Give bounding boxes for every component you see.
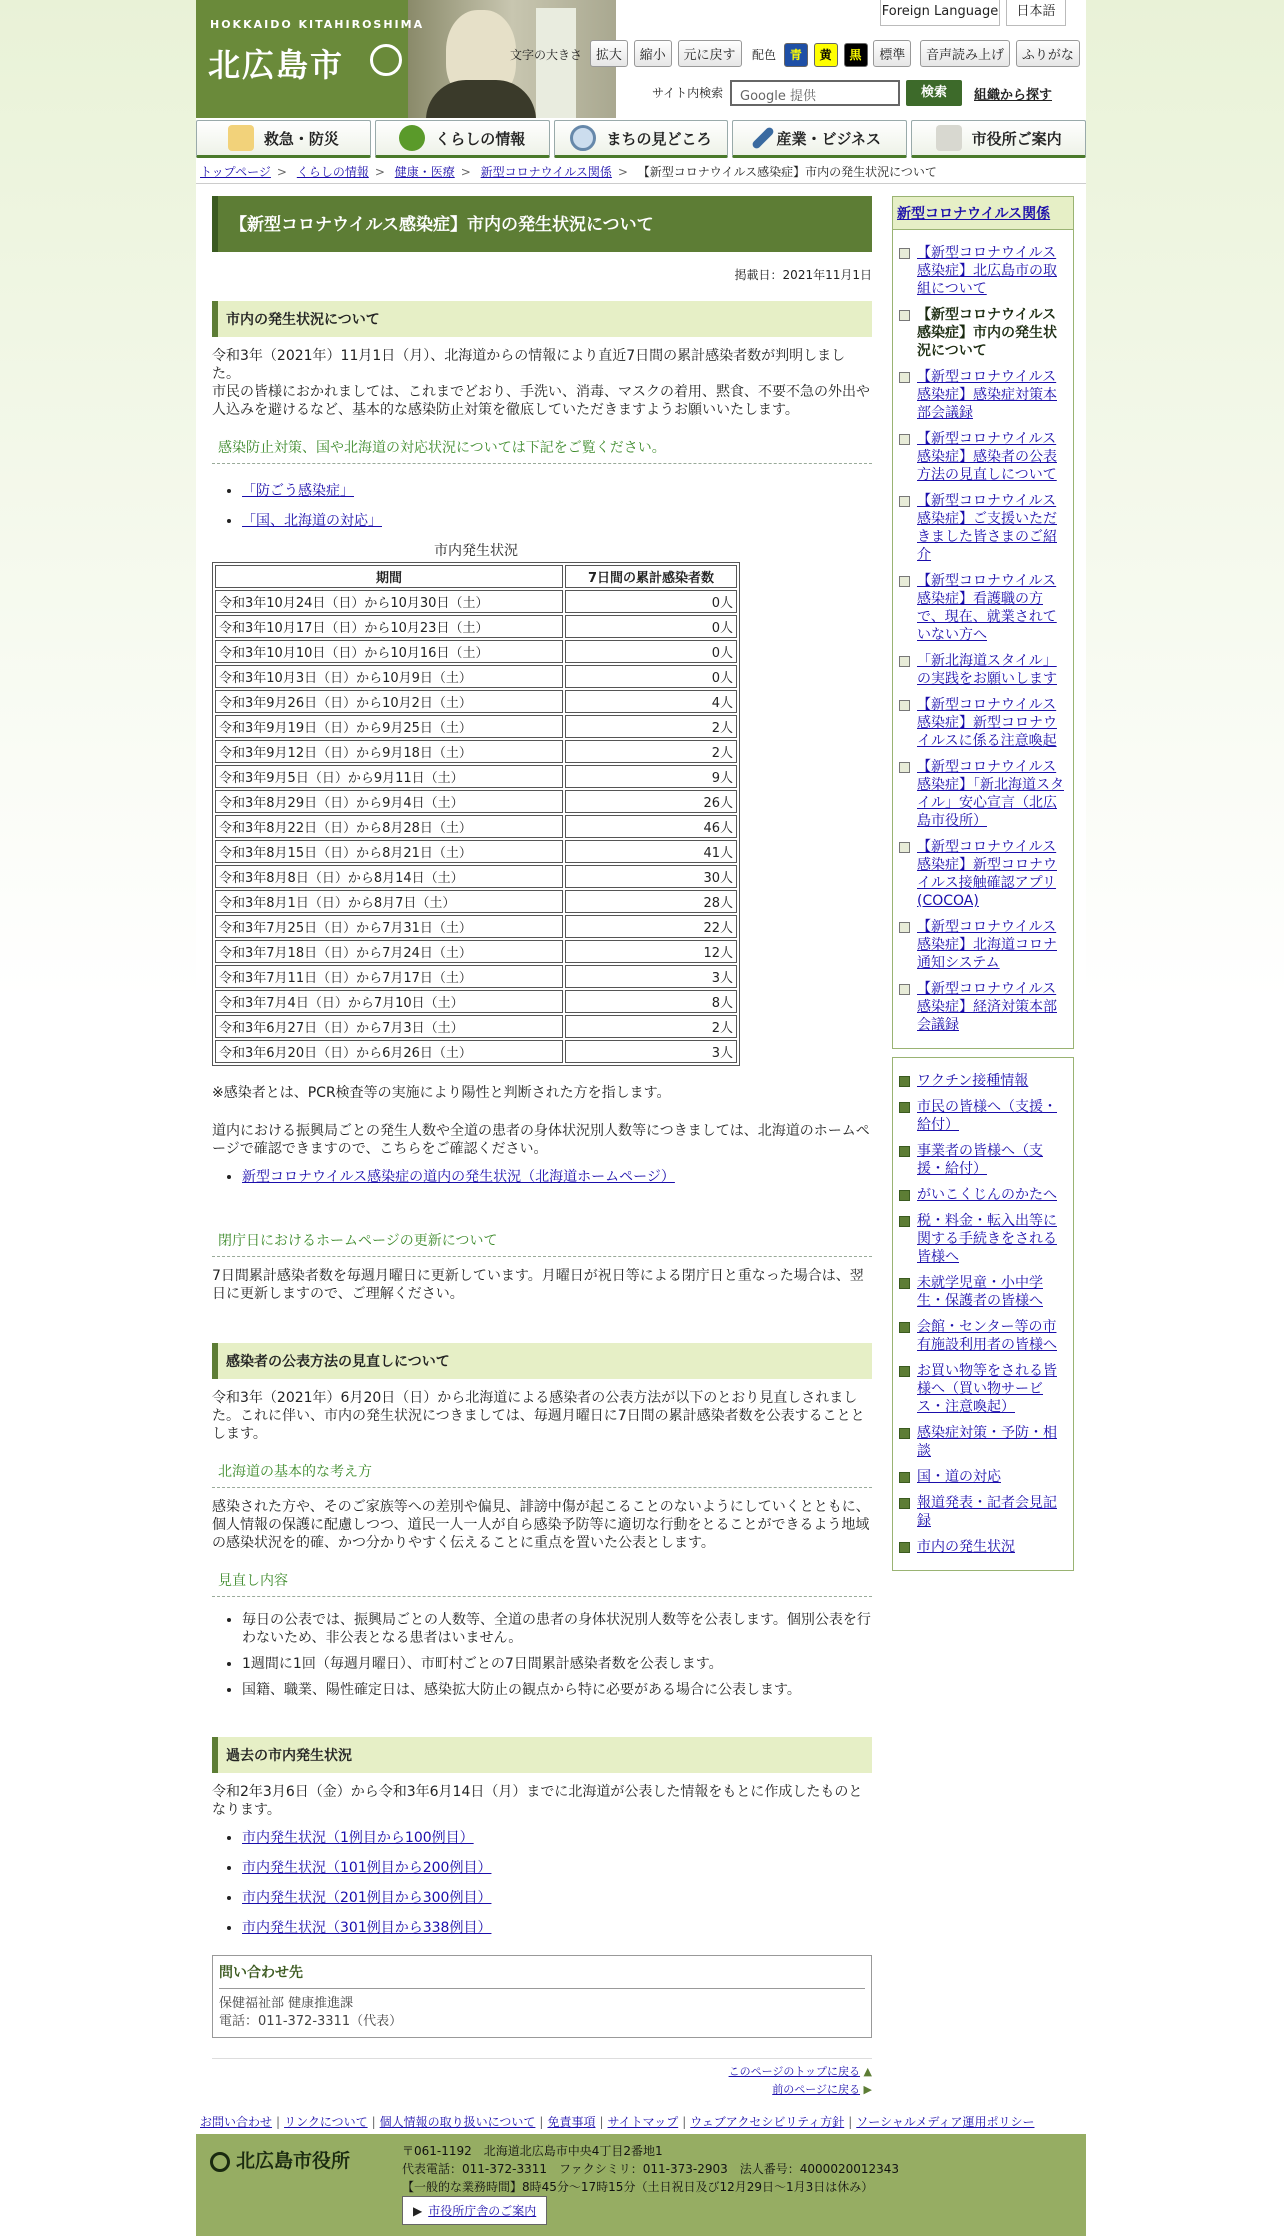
- building-guide-button[interactable]: [402, 2196, 547, 2225]
- list-bullet-icon: [899, 496, 910, 507]
- table-row: [215, 1040, 737, 1063]
- list-item: • 毎日の公表では、振興局ごとの人数等、全道の患者の身体状況別人数等を公表します。個別公表を行わないため、非公表となる患者はいません。: [242, 1611, 872, 1647]
- footer-address: 〒061-1192 北海道北広島市中央4丁目2番地1: [402, 2144, 663, 2158]
- hokkaido-status-link[interactable]: 新型コロナウイルス感染症の道内の発生状況（北海道ホームページ）: [242, 1169, 675, 1185]
- count-cell: 0人: [565, 640, 737, 663]
- breadcrumb-separator: >: [617, 165, 628, 179]
- footer-link-separator: |: [371, 2115, 376, 2129]
- list-bullet-icon: [899, 1428, 910, 1439]
- list-item: [242, 1166, 872, 1186]
- period-cell: 令和3年7月4日（日）から7月10日（土）: [215, 990, 563, 1013]
- sidebar-topics-box: [892, 1057, 1074, 1571]
- footer-org-name: [210, 2146, 350, 2173]
- period-cell: 令和3年9月19日（日）から9月25日（土）: [215, 715, 563, 738]
- city-emblem-icon: [370, 44, 402, 76]
- shrink-button[interactable]: 縮小: [634, 40, 672, 67]
- sidebar-item-link[interactable]: 事業者の皆様へ（支援・給付）: [917, 1143, 1043, 1177]
- sidebar-item: [899, 696, 1067, 750]
- list-bullet-icon: [899, 1146, 910, 1157]
- count-cell: 28人: [565, 890, 737, 913]
- site-header: [196, 0, 1086, 118]
- color-standard-button[interactable]: 標準: [873, 40, 911, 67]
- sidebar-item-link[interactable]: 【新型コロナウイルス感染症】看護職の方で、現在、就業されていない方へ: [917, 573, 1057, 643]
- subheading: 北海道の基本的な考え方: [212, 1455, 872, 1488]
- count-cell: 46人: [565, 815, 737, 838]
- period-cell: 令和3年8月22日（日）から8月28日（土）: [215, 815, 563, 838]
- note: ※感染者とは、PCR検査等の実施により陽性と判断された方を指します。: [212, 1085, 671, 1101]
- page-title: 【新型コロナウイルス感染症】市内の発生状況について: [212, 196, 872, 252]
- contact-details: [219, 1995, 865, 2031]
- list-bullet-icon: [899, 248, 910, 259]
- subheading: 見直し内容: [212, 1564, 872, 1597]
- ambulance-icon: [228, 125, 254, 151]
- sidebar-item: [899, 1318, 1067, 1354]
- japanese-language-link[interactable]: 日本語: [1006, 0, 1066, 26]
- back-link[interactable]: 前のページに戻る: [772, 2083, 861, 2096]
- sidebar-item: [899, 1274, 1067, 1310]
- arrow-up-icon: ▲: [863, 2065, 872, 2078]
- sidebar-item: [899, 1494, 1067, 1530]
- foreign-language-link[interactable]: Foreign Language: [880, 0, 1000, 26]
- breadcrumb-living[interactable]: くらしの情報: [296, 165, 369, 179]
- footer-info: [402, 2142, 899, 2196]
- paragraph: 感染された方や、そのご家族等への差別や偏見、誹謗中傷が起こることのないようにしていくとともに、個人情報の保護に配慮しつつ、道民一人一人が自ら感染予防等に適切な行動をとることができるよう地域の感染状況を的確、かつ分かりやすく伝えることに重点を置いた公表とします。: [212, 1499, 870, 1551]
- table-row: [215, 740, 737, 763]
- count-cell: 2人: [565, 715, 737, 738]
- table-row: [215, 890, 737, 913]
- sidebar-item-link[interactable]: 「新北海道スタイル」の実践をお願いします: [917, 653, 1057, 687]
- paragraph: 令和2年3月6日（金）から令和3年6月14日（月）までに北海道が公表した情報をもとに作成したものとなります。: [212, 1784, 863, 1818]
- city-emblem-icon: [210, 2152, 230, 2172]
- footer-link-separator: |: [276, 2115, 281, 2129]
- paragraph-line: 令和3年（2021年）11月1日（月）、北海道からの情報により直近7日間の累計感染者数が判明しました。: [212, 348, 846, 382]
- sidebar-item-link[interactable]: 【新型コロナウイルス感染症】北広島市の取組について: [917, 245, 1057, 297]
- list-bullet-icon: [899, 1366, 910, 1377]
- main-content: [212, 196, 872, 2099]
- nav-label: まちの見どころ: [606, 129, 712, 148]
- search-button[interactable]: [906, 80, 962, 106]
- section-heading: 市内の発生状況について: [212, 301, 872, 337]
- list-bullet-icon: [899, 1102, 910, 1113]
- count-cell: 8人: [565, 990, 737, 1013]
- sidebar-heading: [893, 197, 1073, 230]
- paragraph: [212, 347, 872, 419]
- page-wrapper: [196, 0, 1086, 2236]
- sidebar-item-link[interactable]: がいこくじんのかたへ: [917, 1187, 1057, 1203]
- period-cell: 令和3年9月5日（日）から9月11日（土）: [215, 765, 563, 788]
- sidebar-item-link[interactable]: お買い物等をされる皆様へ（買い物サービス・注意喚起）: [917, 1363, 1057, 1415]
- sidebar-item: [899, 368, 1067, 422]
- footer-link[interactable]: お問い合わせ: [200, 2115, 273, 2129]
- cases-table-body: [215, 590, 737, 1063]
- city-name-ja: 北広島市: [208, 46, 345, 84]
- count-cell: 4人: [565, 690, 737, 713]
- breadcrumb-health[interactable]: 健康・医療: [394, 165, 455, 179]
- sidebar-item: [899, 652, 1067, 688]
- sidebar-item-current: 【新型コロナウイルス感染症】市内の発生状況について: [917, 307, 1057, 359]
- enlarge-button[interactable]: 拡大: [590, 40, 628, 67]
- sidebar-item: [899, 1072, 1067, 1090]
- sidebar-item-link[interactable]: 【新型コロナウイルス感染症】新型コロナウイルスに係る注意喚起: [917, 697, 1057, 749]
- sidebar-item: [899, 1212, 1067, 1266]
- list-bullet-icon: [899, 1542, 910, 1553]
- count-cell: 22人: [565, 915, 737, 938]
- site-search-label: サイト内検索: [652, 86, 724, 100]
- contact-box: [212, 1955, 872, 2038]
- sidebar-item-link[interactable]: ワクチン接種情報: [917, 1073, 1029, 1089]
- building-guide-link[interactable]: 市役所庁舎のご案内: [428, 2204, 537, 2218]
- period-cell: 令和3年10月24日（日）から10月30日（土）: [215, 590, 563, 613]
- sidebar-item-link[interactable]: 未就学児童・小中学生・保護者の皆様へ: [917, 1275, 1043, 1309]
- arrow-right-icon: ▶: [413, 2204, 423, 2218]
- sidebar-item: [899, 306, 1067, 360]
- sidebar-item: [899, 758, 1067, 830]
- footer-link[interactable]: 個人情報の取り扱いについて: [379, 2115, 536, 2129]
- period-cell: 令和3年6月20日（日）から6月26日（土）: [215, 1040, 563, 1063]
- past-status-link[interactable]: 市内発生状況（201例目から300例目）: [242, 1890, 492, 1906]
- sidebar-item-link[interactable]: 市民の皆様へ（支援・給付）: [917, 1099, 1057, 1133]
- count-cell: 3人: [565, 1040, 737, 1063]
- table-row: [215, 965, 737, 988]
- pen-icon: [750, 126, 774, 150]
- cases-table: [212, 562, 740, 1066]
- list-bullet-icon: [899, 1216, 910, 1227]
- count-cell: 9人: [565, 765, 737, 788]
- period-cell: 令和3年7月18日（日）から7月24日（土）: [215, 940, 563, 963]
- breadcrumb: [200, 163, 937, 180]
- search-button-label: 検索: [920, 85, 947, 100]
- table-row: [215, 990, 737, 1013]
- period-cell: 令和3年7月25日（日）から7月31日（土）: [215, 915, 563, 938]
- list-item: [242, 1857, 872, 1877]
- sidebar-item-link[interactable]: 【新型コロナウイルス感染症】感染者の公表方法の見直しについて: [917, 431, 1057, 483]
- table-row: [215, 715, 737, 738]
- table-row: [215, 590, 737, 613]
- section-heading: 感染者の公表方法の見直しについて: [212, 1343, 872, 1379]
- list-bullet-icon: [899, 762, 910, 773]
- table-row: [215, 765, 737, 788]
- table-row: [215, 665, 737, 688]
- sidebar-item-link[interactable]: 【新型コロナウイルス感染症】感染症対策本部会議録: [917, 369, 1057, 421]
- period-cell: 令和3年8月1日（日）から8月7日（土）: [215, 890, 563, 913]
- list-bullet-icon: [899, 656, 910, 667]
- list-bullet-icon: [899, 1498, 910, 1509]
- link-list: [212, 480, 872, 530]
- table-header-count: 7日間の累計感染者数: [565, 565, 737, 588]
- list-bullet-icon: [899, 700, 910, 711]
- paragraph: 7日間累計感染者数を毎週月曜日に更新しています。月曜日が祝日等による閉庁日と重なった場合は、翌日に更新しますので、ご理解ください。: [212, 1268, 864, 1302]
- count-cell: 26人: [565, 790, 737, 813]
- sidebar-item-link[interactable]: 市内の発生状況: [917, 1539, 1015, 1555]
- list-bullet-icon: [899, 984, 910, 995]
- list-item: [242, 1827, 872, 1847]
- sidebar: [892, 196, 1074, 1571]
- sidebar-item: [899, 244, 1067, 298]
- breadcrumb-separator: >: [460, 165, 471, 179]
- table-row: [215, 615, 737, 638]
- period-cell: 令和3年8月15日（日）から8月21日（土）: [215, 840, 563, 863]
- list-bullet-icon: [899, 1278, 910, 1289]
- count-cell: 12人: [565, 940, 737, 963]
- paragraph: 道内における振興局ごとの発生人数や全道の患者の身体状況別人数等につきましては、北海道のホームページで確認できますので、こちらをご確認ください。: [212, 1123, 870, 1157]
- footer-link-separator: |: [539, 2115, 544, 2129]
- table-row: [215, 940, 737, 963]
- color-yellow-button[interactable]: 黄: [814, 43, 838, 67]
- gov-response-link[interactable]: 「国、北海道の対応」: [242, 513, 382, 529]
- list-bullet-icon: [899, 434, 910, 445]
- list-item: • 国籍、職業、陽性確定日は、感染拡大防止の観点から特に必要がある場合に公表します。: [242, 1681, 872, 1699]
- nav-label: 産業・ビジネス: [776, 129, 882, 148]
- furigana-button[interactable]: ふりがな: [1016, 40, 1080, 67]
- table-caption: 市内発生状況: [434, 543, 518, 559]
- sidebar-item-link[interactable]: 【新型コロナウイルス感染症】経済対策本部会議録: [917, 981, 1057, 1033]
- period-cell: 令和3年6月27日（日）から7月3日（土）: [215, 1015, 563, 1038]
- sidebar-heading-link[interactable]: 新型コロナウイルス関係: [897, 206, 1051, 222]
- past-status-link[interactable]: 市内発生状況（101例目から200例目）: [242, 1860, 492, 1876]
- contact-tel: 電話：011-372-3311（代表）: [219, 2014, 403, 2029]
- count-cell: 0人: [565, 615, 737, 638]
- sidebar-list: [893, 230, 1073, 1048]
- nav-living[interactable]: [375, 120, 550, 158]
- breadcrumb-current: 【新型コロナウイルス感染症】市内の発生状況について: [637, 165, 937, 179]
- table-row: [215, 690, 737, 713]
- sidebar-item: [899, 1142, 1067, 1178]
- city-name-en: HOKKAIDO KITAHIROSHIMA: [210, 18, 425, 31]
- magnifier-icon: [570, 125, 596, 151]
- list-bullet-icon: [899, 1322, 910, 1333]
- breadcrumb-covid[interactable]: 新型コロナウイルス関係: [480, 165, 612, 179]
- nav-cityhall[interactable]: [911, 120, 1086, 158]
- color-blue-button[interactable]: 青: [784, 43, 808, 67]
- paragraph: 令和3年（2021年）6月20日（日）から北海道による感染者の公表方法が以下のとおり見直しされました。これに伴い、市内の発生状況につきましては、毎週月曜日に7日間の累計感染者数を公表することとします。: [212, 1390, 865, 1442]
- to-top-link[interactable]: このページのトップに戻る: [728, 2065, 861, 2078]
- arrow-right-icon: ▶: [863, 2083, 872, 2096]
- footer-links: [200, 2113, 1034, 2130]
- review-list: [212, 1611, 872, 1699]
- sidebar-item: [899, 572, 1067, 644]
- period-cell: 令和3年7月11日（日）から7月17日（土）: [215, 965, 563, 988]
- list-bullet-icon: [899, 1472, 910, 1483]
- paragraph-line: 市民の皆様におかれましては、これまでどおり、手洗い、消毒、マスクの着用、黙食、不要不急の外出や人込みを避けるなど、基本的な感染防止対策を徹底していただきますようお願いいたします。: [212, 384, 870, 418]
- sidebar-item-link[interactable]: 【新型コロナウイルス感染症】新型コロナウイルス接触確認アプリ(COCOA): [917, 839, 1057, 909]
- count-cell: 2人: [565, 1015, 737, 1038]
- nav-label: 救急・防災: [263, 129, 339, 148]
- list-item: [242, 1917, 872, 1937]
- table-row: [215, 865, 737, 888]
- list-bullet-icon: [899, 1190, 910, 1201]
- contact-title: 問い合わせ先: [219, 1962, 865, 1989]
- text-size-tools: [510, 40, 744, 67]
- past-status-list: [212, 1827, 872, 1937]
- building-icon: [936, 125, 962, 151]
- nav-label: くらしの情報: [435, 129, 526, 148]
- table-header-period: 期間: [215, 565, 563, 588]
- site-footer: [196, 2134, 1086, 2236]
- table-row: [215, 915, 737, 938]
- sidebar-list: [893, 1058, 1073, 1570]
- org-search-link[interactable]: 組織から探す: [974, 88, 1053, 103]
- list-bullet-icon: [899, 576, 910, 587]
- footer-link[interactable]: ソーシャルメディア運用ポリシー: [856, 2115, 1035, 2129]
- list-bullet-icon: [899, 310, 910, 321]
- sidebar-item-link[interactable]: 税・料金・転入出等に関する手続きをされる皆様へ: [917, 1213, 1057, 1265]
- list-item: [242, 1887, 872, 1907]
- prevention-link[interactable]: 「防ごう感染症」: [242, 483, 354, 499]
- subheading: 閉庁日におけるホームページの更新について: [212, 1224, 872, 1257]
- list-bullet-icon: [899, 372, 910, 383]
- list-item: • 1週間に1回（毎週月曜日）、市町村ごとの7日間累計感染者数を公表します。: [242, 1655, 872, 1673]
- list-item: [242, 480, 872, 500]
- subheading: 感染防止対策、国や北海道の対応状況については下記をご覧ください。: [212, 431, 872, 464]
- period-cell: 令和3年9月26日（日）から10月2日（土）: [215, 690, 563, 713]
- table-row: [215, 1015, 737, 1038]
- nav-business[interactable]: [732, 120, 907, 158]
- footer-link-separator: |: [682, 2115, 687, 2129]
- read-aloud-button[interactable]: 音声読み上げ: [920, 40, 1010, 67]
- sidebar-item-link[interactable]: 【新型コロナウイルス感染症】ご支援いただきました皆さまのご紹介: [917, 493, 1057, 563]
- period-cell: 令和3年10月3日（日）から10月9日（土）: [215, 665, 563, 688]
- nav-emergency[interactable]: [196, 120, 371, 158]
- count-cell: 0人: [565, 590, 737, 613]
- count-cell: 30人: [565, 865, 737, 888]
- link-list: [212, 1166, 872, 1186]
- tree-icon: [399, 125, 425, 151]
- period-cell: 令和3年8月29日（日）から9月4日（土）: [215, 790, 563, 813]
- sidebar-item: [899, 1424, 1067, 1460]
- contact-dept: 保健福祉部 健康推進課: [219, 1996, 354, 2011]
- period-cell: 令和3年10月17日（日）から10月23日（土）: [215, 615, 563, 638]
- page-nav-links: [212, 2058, 872, 2099]
- past-status-link[interactable]: 市内発生状況（1例目から100例目）: [242, 1830, 474, 1846]
- sidebar-item-link[interactable]: 【新型コロナウイルス感染症】「新北海道スタイル」安心宣言（北広島市役所）: [917, 759, 1064, 829]
- global-nav: [196, 120, 1086, 158]
- sidebar-item-link[interactable]: 【新型コロナウイルス感染症】北海道コロナ通知システム: [917, 919, 1057, 971]
- list-item: [242, 510, 872, 530]
- sidebar-item-link[interactable]: 会館・センター等の市有施設利用者の皆様へ: [917, 1319, 1057, 1353]
- sidebar-item: [899, 1468, 1067, 1486]
- list-bullet-icon: [899, 1076, 910, 1087]
- text-size-label: 文字の大きさ: [510, 48, 583, 62]
- sidebar-item: [899, 492, 1067, 564]
- sidebar-item: [899, 1362, 1067, 1416]
- search-input[interactable]: Google 提供: [730, 80, 900, 106]
- publish-date: 掲載日：2021年11月1日: [734, 268, 872, 282]
- table-row: [215, 840, 737, 863]
- table-row: [215, 790, 737, 813]
- sidebar-item: [899, 838, 1067, 910]
- sidebar-item: [899, 1538, 1067, 1556]
- footer-link[interactable]: 免責事項: [547, 2115, 596, 2129]
- past-status-link[interactable]: 市内発生状況（301例目から338例目）: [242, 1920, 492, 1936]
- accessibility-tools: [920, 40, 1082, 67]
- sidebar-item-link[interactable]: 感染症対策・予防・相談: [917, 1425, 1057, 1459]
- sidebar-item: [899, 1186, 1067, 1204]
- sidebar-item: [899, 1098, 1067, 1134]
- breadcrumb-separator: >: [276, 165, 287, 179]
- breadcrumb-divider: [196, 183, 1086, 184]
- footer-link[interactable]: リンクについて: [284, 2115, 368, 2129]
- footer-org-label: 北広島市役所: [236, 2150, 351, 2172]
- count-cell: 3人: [565, 965, 737, 988]
- count-cell: 2人: [565, 740, 737, 763]
- footer-phone: 代表電話：011-372-3311 ファクシミリ：011-373-2903 法人番号：4000020012343: [402, 2162, 900, 2176]
- count-cell: 0人: [565, 665, 737, 688]
- sidebar-covid-box: [892, 196, 1074, 1049]
- footer-link[interactable]: ウェブアクセシビリティ方針: [690, 2115, 845, 2129]
- sidebar-item: [899, 980, 1067, 1034]
- table-row: [215, 815, 737, 838]
- list-bullet-icon: [899, 922, 910, 933]
- footer-link[interactable]: サイトマップ: [607, 2115, 679, 2129]
- sidebar-item: [899, 918, 1067, 972]
- table-row: [215, 640, 737, 663]
- reset-size-button[interactable]: 元に戻す: [678, 40, 742, 67]
- sidebar-item-link[interactable]: 国・道の対応: [917, 1469, 1001, 1485]
- nav-sights[interactable]: [554, 120, 729, 158]
- period-cell: 令和3年9月12日（日）から9月18日（土）: [215, 740, 563, 763]
- breadcrumb-separator: >: [374, 165, 385, 179]
- count-cell: 41人: [565, 840, 737, 863]
- color-label: 配色: [752, 48, 777, 62]
- period-cell: 令和3年10月10日（日）から10月16日（土）: [215, 640, 563, 663]
- sidebar-item-link[interactable]: 報道発表・記者会見記録: [917, 1495, 1057, 1529]
- footer-link-separator: |: [848, 2115, 853, 2129]
- section-heading: 過去の市内発生状況: [212, 1737, 872, 1773]
- footer-link-separator: |: [599, 2115, 604, 2129]
- period-cell: 令和3年8月8日（日）から8月14日（土）: [215, 865, 563, 888]
- nav-label: 市役所ご案内: [971, 129, 1062, 148]
- color-black-button[interactable]: 黒: [844, 43, 868, 67]
- sidebar-item: [899, 430, 1067, 484]
- breadcrumb-top[interactable]: トップページ: [200, 165, 271, 179]
- footer-hours: 【一般的な業務時間】8時45分～17時15分（土日祝日及び12月29日～1月3日は休み）: [402, 2180, 874, 2194]
- color-tools: [752, 40, 913, 67]
- list-bullet-icon: [899, 842, 910, 853]
